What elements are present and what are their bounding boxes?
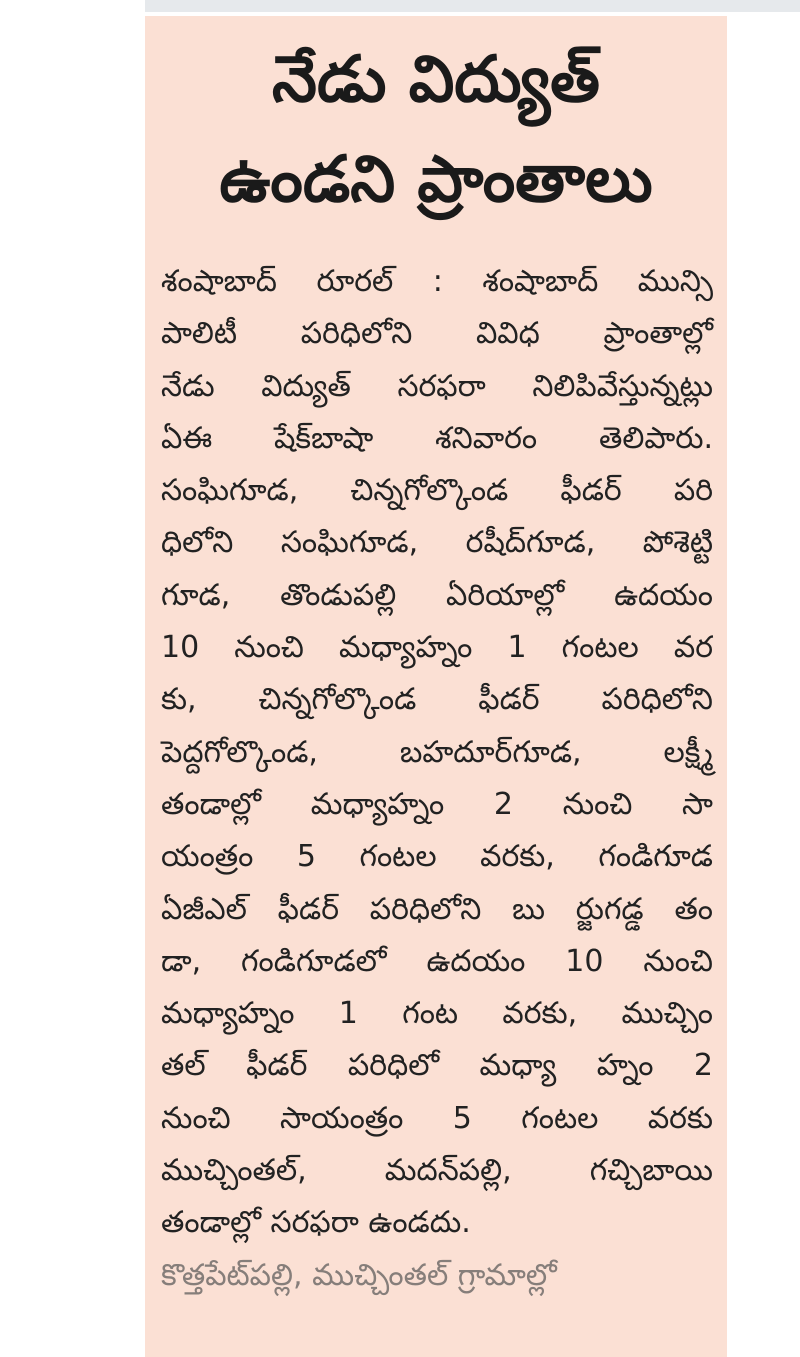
body-line: డా, గండిగూడలో ఉదయం 10 నుంచి <box>161 943 713 979</box>
body-line: సంఘిగూడ, చిన్నగోల్కొండ ఫీడర్ పరి <box>161 473 713 509</box>
cut-off-line: కొత్తపేట్‌పల్లి, ముచ్చింతల్ గ్రామాల్లో <box>161 1257 557 1293</box>
top-strip <box>145 0 800 12</box>
body-line: ధిలోని సంఘిగూడ, రషీద్‌గూడ, పోశెట్టి <box>161 525 713 561</box>
article-body <box>145 256 727 1293</box>
body-line: నేడు విద్యుత్ సరఫరా నిలిపివేస్తున్నట్లు <box>161 368 713 404</box>
body-line: శంషాబాద్ రూరల్ : శంషాబాద్ మున్సి <box>161 264 713 299</box>
body-line: 10 నుంచి మధ్యాహ్నం 1 గంటల వర <box>161 630 713 666</box>
body-line: ముచ్చింతల్, మదన్‌పల్లి, గచ్చిబాయి <box>161 1153 713 1189</box>
body-line: ఏజీఎల్ ఫీడర్ పరిధిలోని బు ర్జుగడ్డ తం <box>161 891 713 927</box>
body-line: పెద్దగోల్కొండ, బహదూర్‌గూడ, లక్ష్మీ <box>161 734 713 770</box>
headline <box>145 30 727 230</box>
body-line: తండాల్లో మధ్యాహ్నం 2 నుంచి సా <box>161 786 713 822</box>
headline-line-2: ఉండని ప్రాంతాలు <box>219 143 653 217</box>
headline-line-1: నేడు విద్యుత్ <box>272 43 600 117</box>
body-line: తండాల్లో సరఫరా ఉండదు. <box>161 1205 471 1241</box>
newspaper-clipping <box>145 16 727 1357</box>
body-line: నుంచి సాయంత్రం 5 గంటల వరకు <box>161 1100 713 1136</box>
body-line: మధ్యాహ్నం 1 గంట వరకు, ముచ్చిం <box>161 996 713 1032</box>
body-line: తల్ ఫీడర్ పరిధిలో మధ్యా హ్నం 2 <box>161 1048 713 1084</box>
body-line: కు, చిన్నగోల్కొండ ఫీడర్ పరిధిలోని <box>161 682 713 718</box>
body-line: యంత్రం 5 గంటల వరకు, గండిగూడ <box>161 839 713 875</box>
body-line: గూడ, తొండుపల్లి ఏరియాల్లో ఉదయం <box>161 577 713 613</box>
body-line: ఏఈ షేక్‌బాషా శనివారం తెలిపారు. <box>161 420 713 456</box>
body-line: పాలిటీ పరిధిలోని వివిధ ప్రాంతాల్లో <box>161 316 713 352</box>
